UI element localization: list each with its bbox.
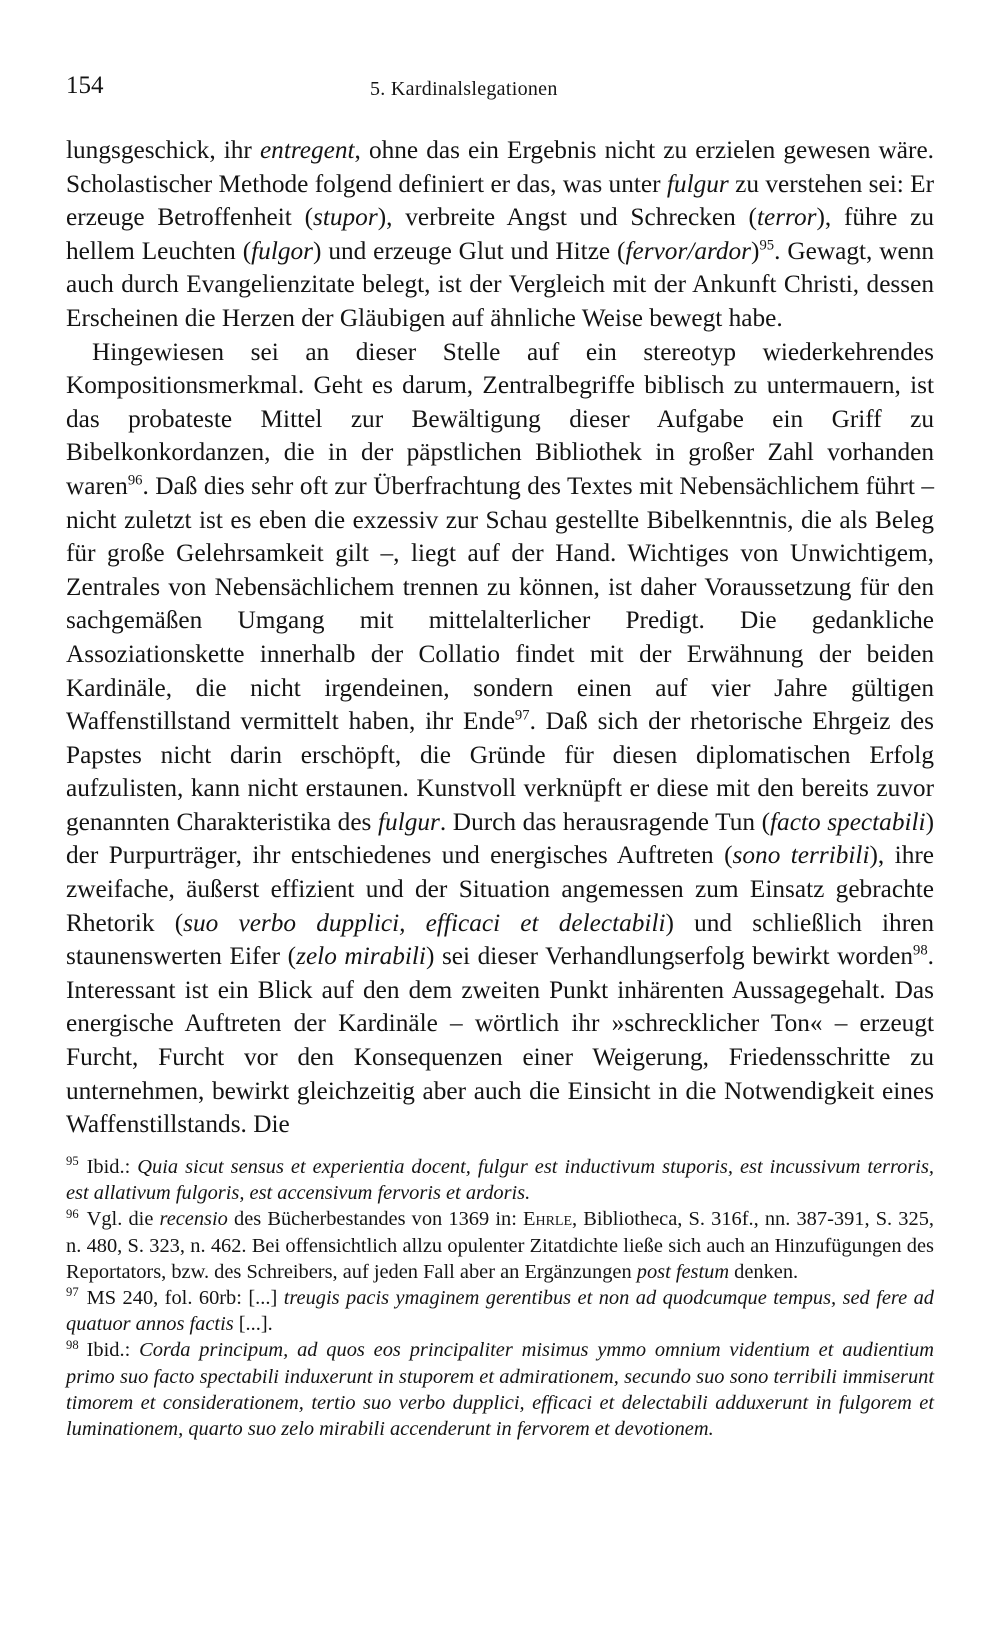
text-run: des Bücherbestandes von 1369 in: [227, 1208, 524, 1231]
text-run: . Daß sich der rhetorische Ehrgeiz des Papstes nicht darin erschöpft, die Gründe für diesen diplomatischen Erfolg aufzulisten, kann nicht erstaunen. Kunstvoll verknüpft er diese mit den bereits zuvor genannten Charakteristika des [66, 707, 934, 836]
footnote-number: 96 [66, 1206, 79, 1221]
italic-text: stupor [313, 203, 378, 232]
text-run: Ibid.: [86, 1156, 138, 1178]
running-header [66, 72, 934, 112]
text-run: ) sei dieser Verhandlungserfolg bewirkt worden [425, 942, 913, 971]
italic-text: entregent [259, 136, 355, 164]
text-run: . Interessant ist ein Blick auf den dem zweiten Punkt inhärenten Aussagegehalt. Das energische Auftreten der Kardinäle – wörtlich ihr »schrecklicher Ton« – erzeugt Furcht, Furcht vor den Konsequenzen einer Weigerung, Friedensschritte zu unternehmen, bewirkt gleichzeitig aber auch die Einsicht in die Notwendigkeit eines Waffenstillstands. Die [66, 942, 934, 1139]
italic-text: sono terribili [732, 841, 870, 870]
italic-text: post festum [636, 1260, 730, 1283]
footnote-text [66, 1339, 934, 1440]
italic-text: fulgor [251, 236, 314, 265]
footnote-96 [66, 1206, 934, 1285]
italic-text: recensio [159, 1208, 228, 1231]
text-run: ) und erzeuge Glut und Hitze ( [313, 236, 626, 265]
italic-text: suo verbo dupplici, efficaci et delectabili [183, 908, 666, 937]
footnote-reference: 97 [514, 707, 530, 724]
footnote-98 [66, 1337, 934, 1442]
paragraph-1 [66, 134, 934, 336]
footnote-text [66, 1287, 934, 1335]
text-run: Hingewiesen sei an dieser Stelle auf ein stereotyp wiederkehrendes Kompositionsmerkmal. Geht es darum, Zentralbegriffe biblisch zu untermauern, ist das probateste Mittel zur Bewältigung dieser Aufgabe ein Griff zu Bibelkonkordanzen, die in der päpstlichen Bibliothek in großer Zahl vorhanden waren [66, 337, 934, 500]
italic-text: treugis pacis ymaginem gerentibus et non ad quodcumque tempus, sed fere ad quatuor annos factis [66, 1287, 934, 1336]
text-run: lungsgeschick, ihr [66, 136, 260, 164]
footnote-reference: 96 [127, 472, 143, 489]
italic-text: fervor/ardor [625, 236, 752, 265]
footnote-97 [66, 1285, 934, 1337]
italic-text: facto spectabili [770, 807, 926, 836]
text-run: [...]. [233, 1313, 273, 1336]
footnote-number: 98 [66, 1337, 79, 1352]
footnotes [66, 1154, 934, 1442]
paragraph-2 [66, 336, 934, 1142]
running-title: 5. Kardinalslegationen [370, 78, 558, 100]
text-run: ), verbreite Angst und Schrecken ( [377, 203, 757, 232]
text-run: , ohne das ein Ergebnis nicht zu erzielen gewesen wäre. Scholastischer Methode folgend definiert er das, was unter [66, 136, 934, 198]
text-run: . Durch das herausragende Tun ( [439, 807, 771, 836]
italic-text: zelo mirabili [296, 942, 426, 971]
italic-text: fulgur [378, 807, 440, 836]
footnote-number: 97 [66, 1285, 79, 1300]
text-run: Ehrle [523, 1208, 573, 1231]
footnote-reference: 98 [913, 942, 928, 959]
text-run: ) der Purpurträger, ihr entschiedenes und energisches Auftreten ( [66, 807, 935, 870]
text-run: . Daß dies sehr oft zur Überfrachtung des Textes mit Nebensächlichem führt – nicht zuletzt ist es eben die exzessiv zur Schau gestellte Bibelkenntnis, die als Beleg für große Gelehrsamkeit gilt –, liegt auf der Hand. Wichtiges von Unwichtigem, Zentrales von Nebensächlichem trennen zu können, ist daher Voraussetzung für den sachgemäßen Umgang mit mittelalterlicher Predigt. Die gedankliche Assoziationskette innerhalb der Collatio findet mit der Erwähnung der beiden Kardinäle, die nicht irgendeinen, sondern einen auf vier Jahre gültigen Waffenstillstand vermittelt haben, ihr Ende [66, 471, 934, 736]
italic-text: fulgur [666, 169, 729, 198]
footnote-95 [66, 1154, 934, 1206]
text-run: . Gewagt, wenn auch durch Evangelienzitate belegt, ist der Vergleich mit der Ankunft Christi, dessen Erscheinen die Herzen der Gläubigen auf ähnliche Weise bewegt habe. [66, 236, 934, 332]
main-text [66, 134, 934, 1142]
footnote-reference: 95 [759, 237, 775, 254]
text-run: ), ihre zweifache, äußerst effizient und der Situation angemessen zum Einsatz gebrachte Rhetorik ( [66, 841, 934, 937]
text-run: ), führe zu hellem Leuchten ( [66, 203, 934, 265]
footnote-number: 95 [66, 1154, 79, 1169]
text-run: Vgl. die [86, 1208, 160, 1231]
text-run: denken. [729, 1260, 799, 1283]
italic-text: Corda principum, ad quos eos principaliter misimus ymmo omnium videntium et audientium primo suo facto spectabili induxerunt in stuporem et admirationem, secundo suo sono terribili immiserunt timorem et considerationem, tertio suo verbo dupplici, efficaci et delectabili adduxerunt in fulgorem et luminationem, quarto suo zelo mirabili accenderunt in fervorem et devotionem. [66, 1339, 934, 1441]
italic-text: Quia sicut sensus et experientia docent, fulgur est inductivum stuporis, est incussivum terroris, est allativum fulgoris, est accensivum fervoris et ardoris. [66, 1156, 934, 1205]
text-run: ) und schließlich ihren staunenswerten Eifer ( [66, 908, 934, 971]
text-run: , Bibliotheca, S. 316f., nn. 387-391, S. 325, n. 480, S. 323, n. 462. Bei offensichtlich allzu opulenter Zitatdichte ließe sich auch an Hinzufügungen des Reportators, bzw. des Schreibers, auf jeden Fall aber an Ergänzungen [66, 1208, 934, 1283]
footnote-text [66, 1208, 934, 1282]
text-run: zu verstehen sei: Er erzeuge Betroffenheit ( [66, 169, 934, 232]
text-run: ) [751, 236, 760, 265]
footnote-text [66, 1156, 934, 1204]
text-run: MS 240, fol. 60rb: [...] [86, 1287, 284, 1310]
italic-text: terror [756, 203, 817, 232]
text-run: Ibid.: [86, 1339, 140, 1362]
page-number: 154 [66, 72, 104, 99]
